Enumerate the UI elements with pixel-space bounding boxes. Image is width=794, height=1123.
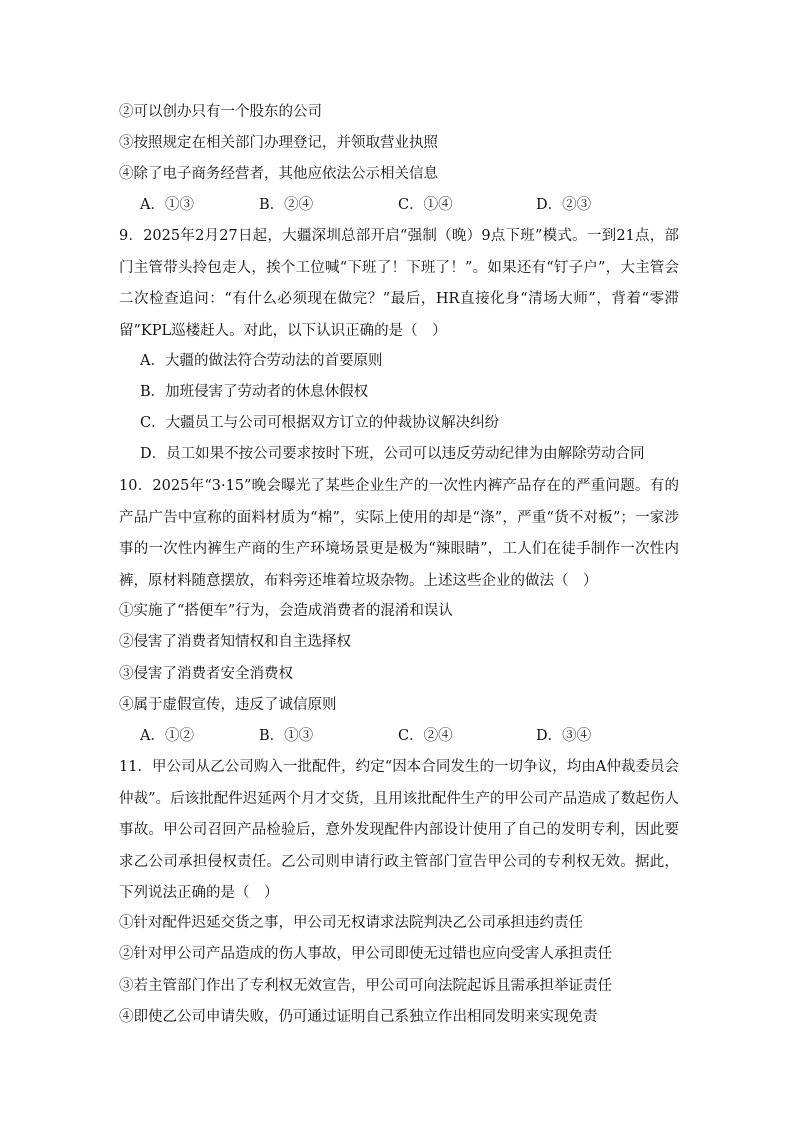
- q11-stem: 11．甲公司从乙公司购入一批配件，约定“因本合同发生的一切争议，均由A仲裁委员会仲裁”。后该批配件迟延两个月才交货，且用该批配件生产的甲公司产品造成了数起伤人事故。甲公司召回产品检验后，意外发现配件内部设计使用了自己的发明专利，因此要求乙公司承担侵权责任。乙公司则申请行政主管部门宣告甲公司的专利权无效。据此，下列说法正确的是（ ）: [119, 759, 679, 901]
- q8-option-3: ③按照规定在相关部门办理登记，并领取营业执照: [119, 135, 438, 151]
- q8-option-4: ④除了电子商务经营者，其他应依法公示相关信息: [119, 166, 438, 182]
- q9-choice-d: D．员工如果不按公司要求按时下班，公司可以违反劳动纪律为由解除劳动合同: [140, 446, 645, 462]
- q10-option-4: ④属于虚假宣传，违反了诚信原则: [119, 697, 337, 713]
- q8-choice-c: C．①④: [398, 197, 453, 213]
- q10-stem: 10．2025年“3·15”晚会曝光了某些企业生产的一次性内裤产品存在的严重问题。有的产品广告中宣称的面料材质为“棉”，实际上使用的却是“涤”，严重“货不对板”；一家涉事的一次性内裤生产商的生产环境场景更是极为“辣眼睛”，工人们在徒手制作一次性内裤，原材料随意摆放，布料旁还堆着垃圾杂物。上述这些企业的做法（ ）: [119, 478, 679, 589]
- q11-option-3: ③若主管部门作出了专利权无效宣告，甲公司可向法院起诉且需承担举证责任: [119, 978, 612, 994]
- q8-option-2: ②可以创办只有一个股东的公司: [119, 104, 322, 120]
- q10-choice-d: D．③④: [536, 728, 592, 744]
- q9-choice-c: C．大疆员工与公司可根据双方订立的仲裁协议解决纠纷: [140, 415, 500, 431]
- q11-option-2: ②针对甲公司产品造成的伤人事故，甲公司即使无过错也应向受害人承担责任: [119, 946, 612, 962]
- q10-option-3: ③侵害了消费者安全消费权: [119, 666, 293, 682]
- q9-choice-b: B．加班侵害了劳动者的休息休假权: [140, 384, 369, 400]
- q10-choice-a: A．①②: [140, 728, 194, 744]
- q8-choice-d: D．②③: [536, 197, 592, 213]
- q10-option-1: ①实施了“搭便车”行为，会造成消费者的混淆和误认: [119, 603, 453, 619]
- q8-choice-b: B．②④: [259, 197, 314, 213]
- q8-choice-a: A．①③: [140, 197, 194, 213]
- q10-option-2: ②侵害了消费者知情权和自主选择权: [119, 634, 351, 650]
- q9-choice-a: A．大疆的做法符合劳动法的首要原则: [140, 353, 383, 369]
- q10-choice-c: C．②④: [398, 728, 453, 744]
- q9-stem: 9．2025年2月27日起，大疆深圳总部开启“强制（晚）9点下班”模式。一到21点，部门主管带头拎包走人，挨个工位喊“下班了！下班了！”。如果还有“钉子户”，大主管会二次检查追问：“有什么必须现在做完？”最后，HR直接化身“清场大师”，背着“零滞留”KPL巡楼赶人。对此，以下认识正确的是（ ）: [119, 228, 679, 339]
- q10-choice-b: B．①③: [259, 728, 314, 744]
- q11-option-1: ①针对配件迟延交货之事，甲公司无权请求法院判决乙公司承担违约责任: [119, 915, 583, 931]
- q11-option-4: ④即使乙公司申请失败，仍可通过证明自己系独立作出相同发明来实现免责: [119, 1009, 598, 1025]
